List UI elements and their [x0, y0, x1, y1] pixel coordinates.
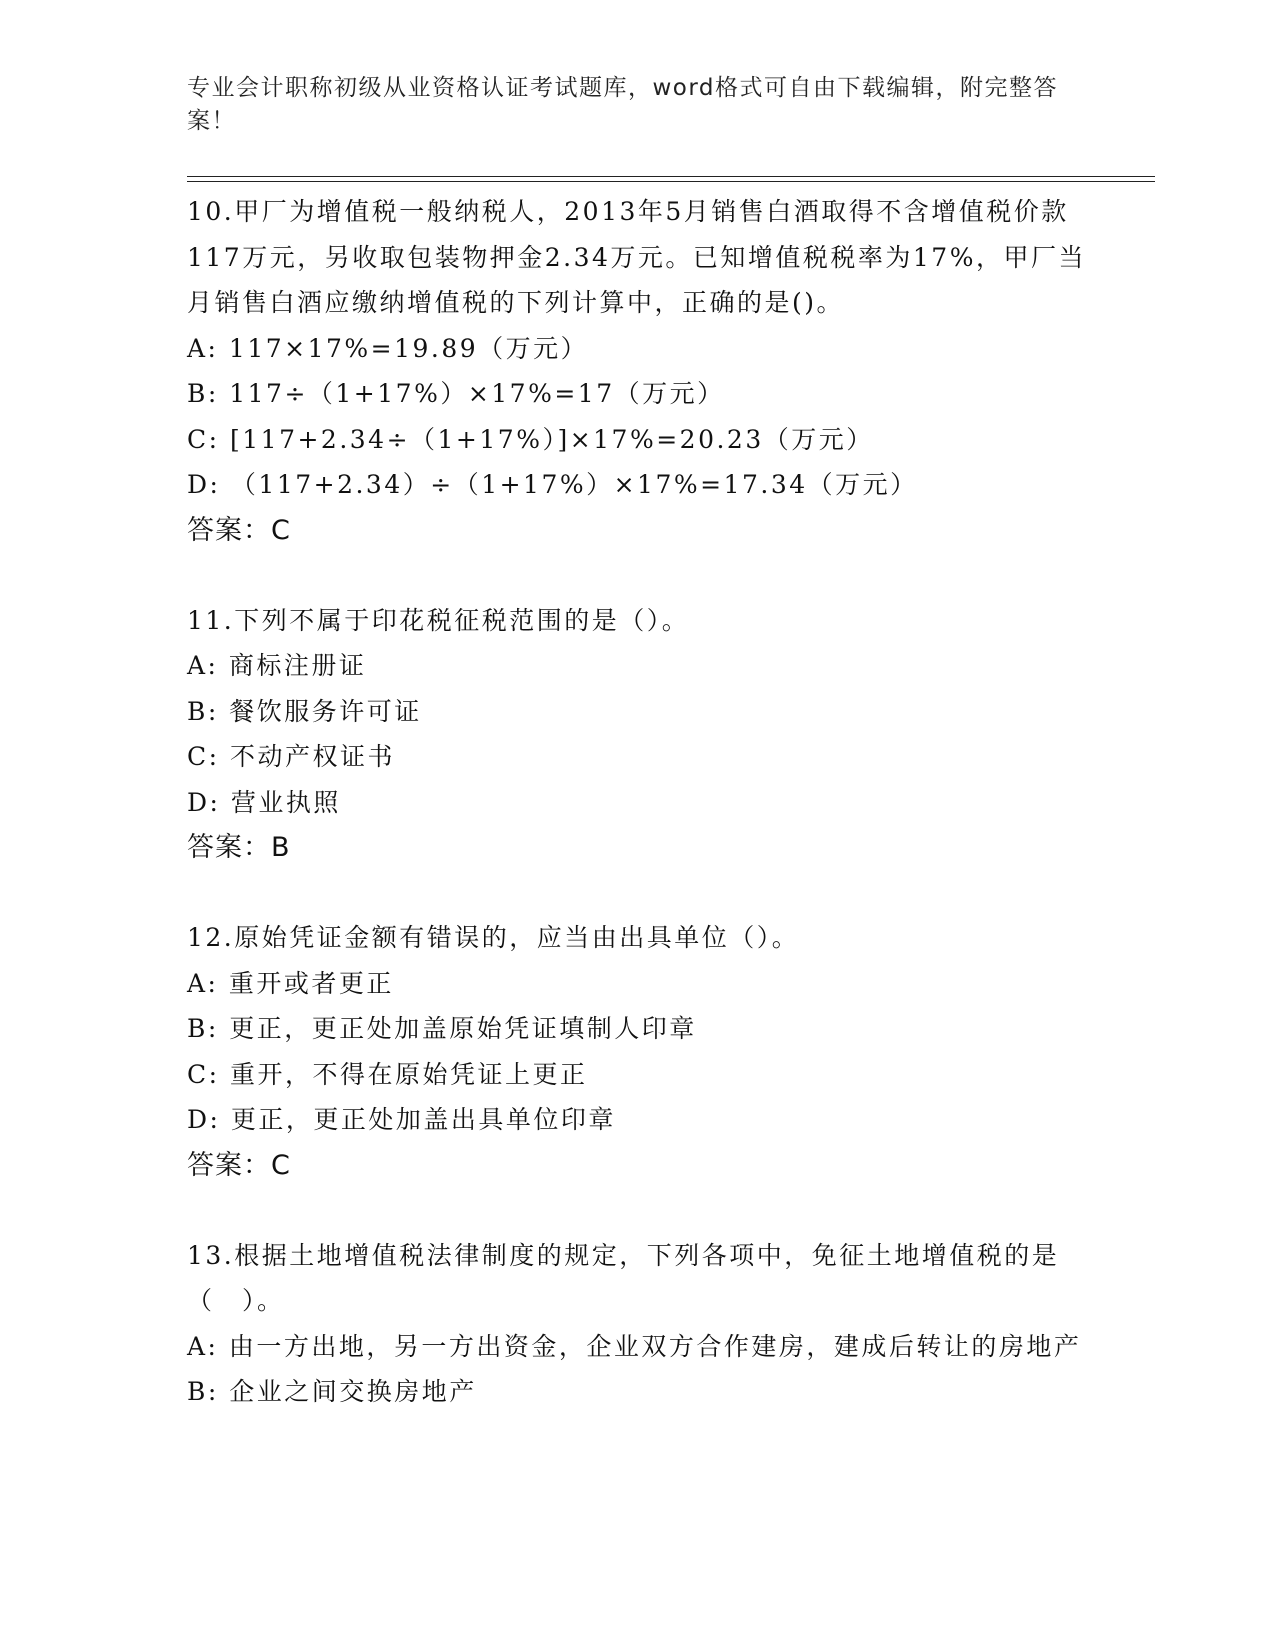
page-header: 专业会计职称初级从业资格认证考试题库，word格式可自由下载编辑，附完整答案！ [187, 75, 1059, 134]
question-spacer [187, 871, 1087, 915]
question-stem: 10.甲厂为增值税一般纳税人，2013年5月销售白酒取得不含增值税价款117万元，另收取包装物押金2.34万元。已知增值税税率为17%，甲厂当月销售白酒应缴纳增值税的下列计算中，正确的是()。 [187, 197, 1086, 317]
question-10 [187, 189, 1087, 554]
question-13 [187, 1233, 1087, 1415]
option-b: B: 餐饮服务许可证 [187, 696, 422, 726]
header-rule-top [187, 176, 1155, 177]
option-b: B: 117÷（1+17%）×17%=17（万元） [187, 379, 725, 408]
question-stem: 12.原始凭证金额有错误的，应当由出具单位（）。 [187, 923, 800, 952]
option-c: C: 重开，不得在原始凭证上更正 [187, 1059, 588, 1089]
option-a: A: 由一方出地，另一方出资金，企业双方合作建房，建成后转让的房地产 [187, 1331, 1082, 1361]
question-list [187, 189, 1087, 1415]
answer: 答案：B [187, 832, 291, 863]
option-c: C: [117+2.34÷（1+17%）]×17%=20.23（万元） [187, 424, 874, 454]
question-spacer [187, 1189, 1087, 1233]
option-d: D: （117+2.34）÷（1+17%）×17%=17.34（万元） [187, 470, 918, 499]
option-d: D: 营业执照 [187, 787, 341, 817]
option-c: C: 不动产权证书 [187, 742, 395, 771]
answer: 答案：C [187, 1149, 291, 1181]
option-b: B: 企业之间交换房地产 [187, 1377, 477, 1406]
question-12 [187, 915, 1087, 1189]
question-11 [187, 598, 1087, 872]
option-a: A: 重开或者更正 [187, 968, 394, 998]
header-rule-bottom [187, 181, 1155, 182]
question-spacer [187, 554, 1087, 598]
question-stem: 11.下列不属于印花税征税范围的是（）。 [187, 605, 690, 635]
question-stem: 13.根据土地增值税法律制度的规定，下列各项中，免征土地增值税的是（ ）。 [187, 1240, 1060, 1315]
option-a: A: 商标注册证 [187, 651, 367, 680]
option-d: D: 更正，更正处加盖出具单位印章 [187, 1105, 616, 1134]
option-a: A: 117×17%=19.89（万元） [187, 333, 589, 363]
option-b: B: 更正，更正处加盖原始凭证填制人印章 [187, 1014, 697, 1043]
answer: 答案：C [187, 514, 291, 546]
